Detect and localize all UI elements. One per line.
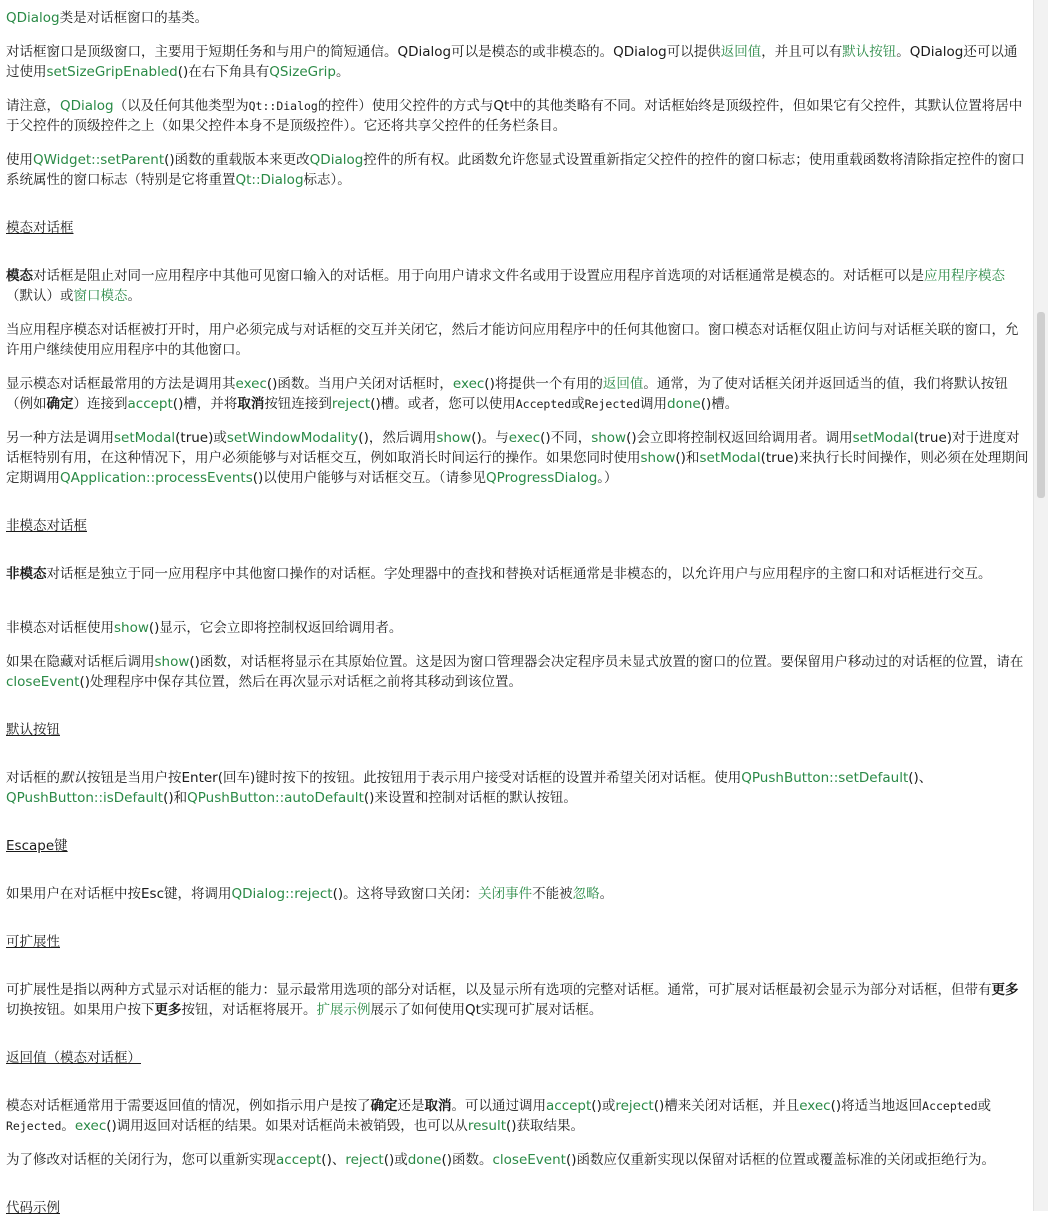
retval-paragraph-2: 为了修改对话框的关闭行为，您可以重新实现accept()、reject()或done()函数。closeEvent()函数应仅重新实现以保留对话框的位置或覆盖标准的关闭或拒绝行为。 <box>6 1152 995 1168</box>
link-qprogressdialog[interactable]: QProgressDialog <box>486 470 598 486</box>
link-setmodal-3[interactable]: setModal <box>699 450 761 466</box>
link-show-3[interactable]: show <box>640 450 676 466</box>
link-qdialog-reject[interactable]: QDialog::reject <box>231 886 333 902</box>
modeless-paragraph-1: 非模态对话框是独立于同一应用程序中其他窗口操作的对话框。字处理器中的查找和替换对话框通常是非模态的，以允许用户与应用程序的主窗口和对话框进行交互。 <box>6 566 992 582</box>
link-qdialog-2[interactable]: QDialog <box>60 98 114 114</box>
heading-escape-key: Escape键 <box>6 838 68 854</box>
ext-paragraph-1: 可扩展性是指以两种方式显示对话框的能力：显示最常用选项的部分对话框，以及显示所有选项的完整对话框。通常，可扩展对话框最初会显示为部分对话框，但带有更多切换按钮。如果用户按下更多按钮，对话框将展开。扩展示例展示了如何使用Qt实现可扩展对话框。 <box>6 982 1019 1018</box>
scrollbar-thumb[interactable] <box>1037 312 1045 498</box>
modal-paragraph-3: 显示模态对话框最常用的方法是调用其exec()函数。当用户关闭对话框时，exec()将提供一个有用的返回值。通常，为了使对话框关闭并返回适当的值，我们将默认按钮（例如确定）连接到accept()槽，并将取消按钮连接到reject()槽。或者，您可以使用Accepted或Rejected调用done()槽。 <box>6 376 1008 412</box>
link-autodefault[interactable]: QPushButton::autoDefault <box>187 790 364 806</box>
defbtn-paragraph-1: 对话框的默认按钮是当用户按Enter(回车)键时按下的按钮。此按钮用于表示用户接受对话框的设置并希望关闭对话框。使用QPushButton::setDefault()、QPushButton::isDefault()和QPushButton::autoDefault()来设置和控制对话框的默认按钮。 <box>6 770 933 806</box>
link-closeevent[interactable]: closeEvent <box>6 674 80 690</box>
link-exec-4[interactable]: exec <box>799 1098 831 1114</box>
link-exec-2[interactable]: exec <box>452 376 485 392</box>
link-closeevent-2[interactable]: closeEvent <box>492 1152 566 1168</box>
retval-paragraph-1: 模态对话框通常用于需要返回值的情况，例如指示用户是按了确定还是取消。可以通过调用accept()或reject()槽来关闭对话框，并且exec()将适当地返回Accepted或Rejected。exec()调用返回对话框的结果。如果对话框尚未被销毁，也可以从result()获取结果。 <box>6 1098 992 1134</box>
link-ignore[interactable]: 忽略 <box>572 886 600 902</box>
link-reject-3[interactable]: reject <box>345 1152 384 1168</box>
link-show[interactable]: show <box>436 430 472 446</box>
link-show-4[interactable]: show <box>114 620 149 636</box>
code-accepted: Accepted <box>515 397 572 411</box>
intro-paragraph-1: QDialog类是对话框窗口的基类。 <box>6 10 209 26</box>
modal-paragraph-2: 当应用程序模态对话框被打开时，用户必须完成与对话框的交互并关闭它，然后才能访问应用程序中的任何其他窗口。窗口模态对话框仅阻止访问与对话框关联的窗口，允许用户继续使用应用程序中的其他窗口。 <box>6 322 1019 358</box>
link-reject-2[interactable]: reject <box>615 1098 654 1114</box>
link-qt-dialog[interactable]: Qt::Dialog <box>235 172 304 188</box>
heading-modeless-dialogs: 非模态对话框 <box>6 518 87 534</box>
link-accept[interactable]: accept <box>127 396 173 412</box>
link-setmodal-2[interactable]: setModal <box>852 430 914 446</box>
heading-default-button: 默认按钮 <box>6 722 60 738</box>
link-reject[interactable]: reject <box>331 396 371 412</box>
link-isdefault[interactable]: QPushButton::isDefault <box>6 790 164 806</box>
link-accept-2[interactable]: accept <box>546 1098 592 1114</box>
link-qwidget-setparent[interactable]: QWidget::setParent <box>33 152 165 168</box>
escape-paragraph-1: 如果用户在对话框中按Esc键，将调用QDialog::reject()。这将导致窗口关闭：关闭事件不能被忽略。 <box>6 886 614 902</box>
link-window-modal[interactable]: 窗口模态 <box>73 288 128 304</box>
link-done-2[interactable]: done <box>407 1152 442 1168</box>
intro-paragraph-2: 对话框窗口是顶级窗口，主要用于短期任务和与用户的简短通信。QDialog可以是模态的或非模态的。QDialog可以提供返回值，并且可以有默认按钮。QDialog还可以通过使用setSizeGripEnabled()在右下角具有QSizeGrip。 <box>6 44 1018 80</box>
link-accept-3[interactable]: accept <box>276 1152 322 1168</box>
code-rejected: Rejected <box>584 397 641 411</box>
heading-extensibility: 可扩展性 <box>6 934 60 950</box>
link-qdialog-3[interactable]: QDialog <box>309 152 364 168</box>
link-application-modal[interactable]: 应用程序模态 <box>924 268 1005 284</box>
link-exec-5[interactable]: exec <box>74 1118 107 1134</box>
modal-paragraph-4: 另一种方法是调用setModal(true)或setWindowModality()，然后调用show()。与exec()不同，show()会立即将控制权返回给调用者。调用setModal(true)对于进度对话框特别有用，在这种情况下，用户必须能够与对话框交互，例如取消长时间运行的操作。如果您同时使用show()和setModal(true)来执行长时间操作，则必须在处理期间定期调用QApplication::processEvents()以使用户能够与对话框交互。（请参见QProgressDialog。） <box>6 430 1029 486</box>
link-close-event[interactable]: 关闭事件 <box>478 886 533 902</box>
vertical-scrollbar[interactable] <box>1033 0 1048 1211</box>
link-exec-3[interactable]: exec <box>508 430 541 446</box>
link-default-button[interactable]: 默认按钮 <box>842 44 897 60</box>
link-done[interactable]: done <box>667 396 701 412</box>
link-return-value[interactable]: 返回值 <box>720 44 762 60</box>
heading-modal-dialogs: 模态对话框 <box>6 220 74 236</box>
link-exec[interactable]: exec <box>235 376 267 392</box>
link-show-2[interactable]: show <box>591 430 627 446</box>
code-qt-dialog: Qt::Dialog <box>248 99 318 113</box>
code-accepted-2: Accepted <box>922 1099 978 1113</box>
link-show-5[interactable]: show <box>154 654 190 670</box>
link-return-value-2[interactable]: 返回值 <box>602 376 644 392</box>
link-qsizegrip[interactable]: QSizeGrip <box>269 64 336 80</box>
modal-paragraph-1: 模态对话框是阻止对同一应用程序中其他可见窗口输入的对话框。用于向用户请求文件名或用于设置应用程序首选项的对话框通常是模态的。对话框可以是应用程序模态（默认）或窗口模态。 <box>6 268 1005 304</box>
modeless-paragraph-3: 如果在隐藏对话框后调用show()函数，对话框将显示在其原始位置。这是因为窗口管理器会决定程序员未显式放置的窗口的位置。要保留用户移动过的对话框的位置，请在closeEvent()处理程序中保存其位置，然后在再次显示对话框之前将其移动到该位置。 <box>6 654 1024 690</box>
link-setdefault[interactable]: QPushButton::setDefault <box>741 770 909 786</box>
heading-code-examples: 代码示例 <box>6 1200 60 1216</box>
heading-return-value: 返回值（模态对话框） <box>6 1050 141 1066</box>
code-rejected-2: Rejected <box>6 1119 62 1133</box>
link-qdialog[interactable]: QDialog <box>6 10 60 26</box>
link-setwindowmodality[interactable]: setWindowModality <box>226 430 359 446</box>
link-processevents[interactable]: QApplication::processEvents <box>60 470 253 486</box>
intro-paragraph-3: 请注意，QDialog（以及任何其他类型为Qt::Dialog的控件）使用父控件的方式与Qt中的其他类略有不同。对话框始终是顶级控件，但如果它有父控件，其默认位置将居中于父控件的顶级控件之上（如果父控件本身不是顶级控件）。它还将共享父控件的任务栏条目。 <box>6 98 1023 134</box>
link-setmodal[interactable]: setModal <box>114 430 176 446</box>
intro-paragraph-4: 使用QWidget::setParent()函数的重载版本来更改QDialog控件的所有权。此函数允许您显式设置重新指定父控件的控件的窗口标志；使用重载函数将清除指定控件的窗口系统属性的窗口标志（特别是它将重置Qt::Dialog标志）。 <box>6 152 1025 188</box>
link-extension-example[interactable]: 扩展示例 <box>316 1002 371 1018</box>
modeless-paragraph-2: 非模态对话框使用show()显示，它会立即将控制权返回给调用者。 <box>6 620 403 636</box>
link-result[interactable]: result <box>467 1118 507 1134</box>
link-setsizegripenabled[interactable]: setSizeGripEnabled <box>46 64 178 80</box>
